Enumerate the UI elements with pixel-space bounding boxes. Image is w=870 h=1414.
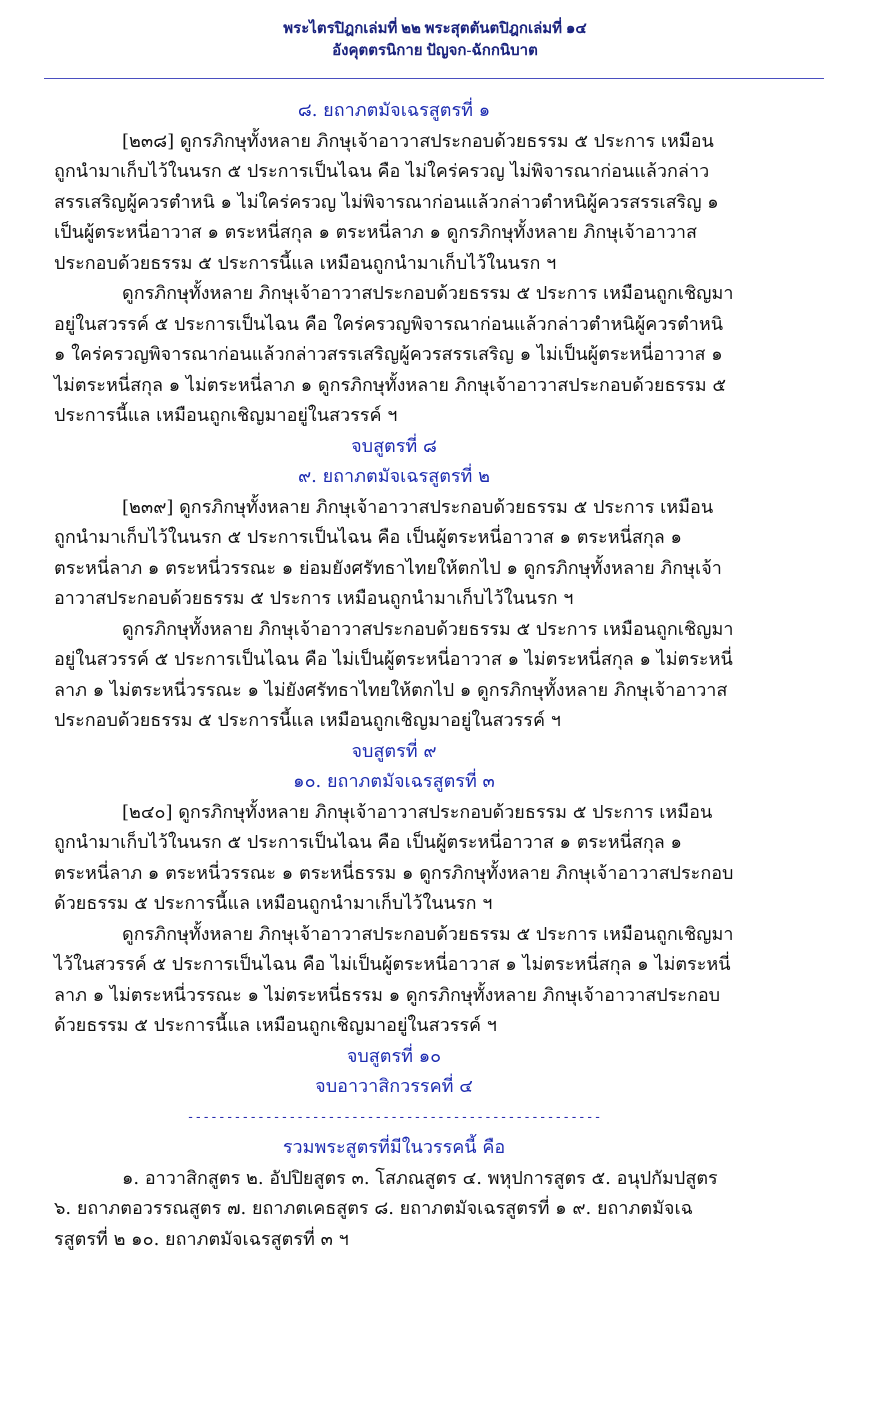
vagga-end: จบอาวาสิกวรรคที่ ๔	[315, 1076, 473, 1097]
sutta-8-title: ๘. ยถาภตมัจเฉรสูตรที่ ๑	[297, 100, 491, 121]
summary-list: ๑. อาวาสิกสูตร ๒. อัปปิยสูตร ๓. โสภณสูตร ๔. พหุปการสูตร ๕. อนุปกัมปสูตร ๖. ยถาภตอวรรณสูตร ๗. ยถาภตเคธสูตร ๘. ยถาภตมัจเฉรสูตรที่ ๑ ๙. ยถาภตมัจเฉรสูตรที่ ๒ ๑๐. ยถาภตมัจเฉรสูตรที่ ๓ ฯ	[54, 1167, 718, 1250]
sutta-10-paragraph-1: [๒๔๐] ดูกรภิกษุทั้งหลาย ภิกษุเจ้าอาวาสประกอบด้วยธรรม ๕ ประการ เหมือนถูกนำมาเก็บไว้ในนรก ๕ ประการเป็นไฉน คือ เป็นผู้ตระหนี่อาวาส ๑ ตระหนี่สกุล ๑ ตระหนี่ลาภ ๑ ตระหนี่วรรณะ ๑ ตระหนี่ธรรม ๑ ดูกรภิกษุทั้งหลาย ภิกษุเจ้าอาวาสประกอบด้วยธรรม ๕ ประการนี้แล เหมือนถูกนำมาเก็บไว้ในนรก ฯ	[54, 801, 734, 914]
sutta-10-paragraph-2: ดูกรภิกษุทั้งหลาย ภิกษุเจ้าอาวาสประกอบด้วยธรรม ๕ ประการ เหมือนถูกเชิญมาไว้ในสวรรค์ ๕ ประการเป็นไฉน คือ ไม่เป็นผู้ตระหนี่อาวาส ๑ ไม่ตระหนี่สกุล ๑ ไม่ตระหนี่ลาภ ๑ ไม่ตระหนี่วรรณะ ๑ ไม่ตระหนี่ธรรม ๑ ดูกรภิกษุทั้งหลาย ภิกษุเจ้าอาวาสประกอบด้วยธรรม ๕ ประการนี้แล เหมือนถูกเชิญมาอยู่ในสวรรค์ ฯ	[54, 923, 734, 1036]
header-volume-title: พระไตรปิฎกเล่มที่ ๒๒ พระสุตตันตปิฎกเล่มที่ ๑๔	[283, 21, 587, 37]
sutta-9-end: จบสูตรที่ ๙	[351, 740, 437, 762]
sutta-9-title: ๙. ยถาภตมัจเฉรสูตรที่ ๒	[297, 466, 491, 487]
summary-title: รวมพระสูตรที่มีในวรรคนี้ คือ	[282, 1137, 506, 1158]
document-body	[54, 96, 734, 1255]
header-divider	[44, 78, 824, 79]
page-header	[0, 0, 870, 62]
sutta-8-end: จบสูตรที่ ๘	[351, 435, 437, 457]
header-book-title: อังคุตตรนิกาย ปัญจก-ฉักกนิบาต	[332, 43, 538, 59]
sutta-9-paragraph-1: [๒๓๙] ดูกรภิกษุทั้งหลาย ภิกษุเจ้าอาวาสประกอบด้วยธรรม ๕ ประการ เหมือนถูกนำมาเก็บไว้ในนรก ๕ ประการเป็นไฉน คือ เป็นผู้ตระหนี่อาวาส ๑ ตระหนี่สกุล ๑ ตระหนี่ลาภ ๑ ตระหนี่วรรณะ ๑ ย่อมยังศรัทธาไทยให้ตกไป ๑ ดูกรภิกษุทั้งหลาย ภิกษุเจ้าอาวาสประกอบด้วยธรรม ๕ ประการ เหมือนถูกนำมาเก็บไว้ในนรก ฯ	[54, 496, 722, 609]
sutta-8-paragraph-2: ดูกรภิกษุทั้งหลาย ภิกษุเจ้าอาวาสประกอบด้วยธรรม ๕ ประการ เหมือนถูกเชิญมาอยู่ในสวรรค์ ๕ ประการเป็นไฉน คือ ใคร่ครวญพิจารณาก่อนแล้วกล่าวตำหนิผู้ควรตำหนิ ๑ ใคร่ครวญพิจารณาก่อนแล้วกล่าวสรรเสริญผู้ควรสรรเสริญ ๑ ไม่เป็นผู้ตระหนี่อาวาส ๑ ไม่ตระหนี่สกุล ๑ ไม่ตระหนี่ลาภ ๑ ดูกรภิกษุทั้งหลาย ภิกษุเจ้าอาวาสประกอบด้วยธรรม ๕ ประการนี้แล เหมือนถูกเชิญมาอยู่ในสวรรค์ ฯ	[54, 283, 734, 426]
sutta-10-end: จบสูตรที่ ๑๐	[346, 1045, 442, 1067]
section-divider: -----------------------------------------------------	[186, 1109, 602, 1125]
sutta-9-paragraph-2: ดูกรภิกษุทั้งหลาย ภิกษุเจ้าอาวาสประกอบด้วยธรรม ๕ ประการ เหมือนถูกเชิญมาอยู่ในสวรรค์ ๕ ประการเป็นไฉน คือ ไม่เป็นผู้ตระหนี่อาวาส ๑ ไม่ตระหนี่สกุล ๑ ไม่ตระหนี่ลาภ ๑ ไม่ตระหนี่วรรณะ ๑ ไม่ยังศรัทธาไทยให้ตกไป ๑ ดูกรภิกษุทั้งหลาย ภิกษุเจ้าอาวาสประกอบด้วยธรรม ๕ ประการนี้แล เหมือนถูกเชิญมาอยู่ในสวรรค์ ฯ	[54, 618, 734, 731]
sutta-8-paragraph-1: [๒๓๘] ดูกรภิกษุทั้งหลาย ภิกษุเจ้าอาวาสประกอบด้วยธรรม ๕ ประการ เหมือนถูกนำมาเก็บไว้ในนรก ๕ ประการเป็นไฉน คือ ไม่ใคร่ครวญ ไม่พิจารณาก่อนแล้วกล่าวสรรเสริญผู้ควรตำหนิ ๑ ไม่ใคร่ครวญ ไม่พิจารณาก่อนแล้วกล่าวตำหนิผู้ควรสรรเสริญ ๑ เป็นผู้ตระหนี่อาวาส ๑ ตระหนี่สกุล ๑ ตระหนี่ลาภ ๑ ดูกรภิกษุทั้งหลาย ภิกษุเจ้าอาวาสประกอบด้วยธรรม ๕ ประการนี้แล เหมือนถูกนำมาเก็บไว้ในนรก ฯ	[54, 130, 719, 274]
sutta-10-title: ๑๐. ยถาภตมัจเฉรสูตรที่ ๓	[293, 771, 495, 792]
